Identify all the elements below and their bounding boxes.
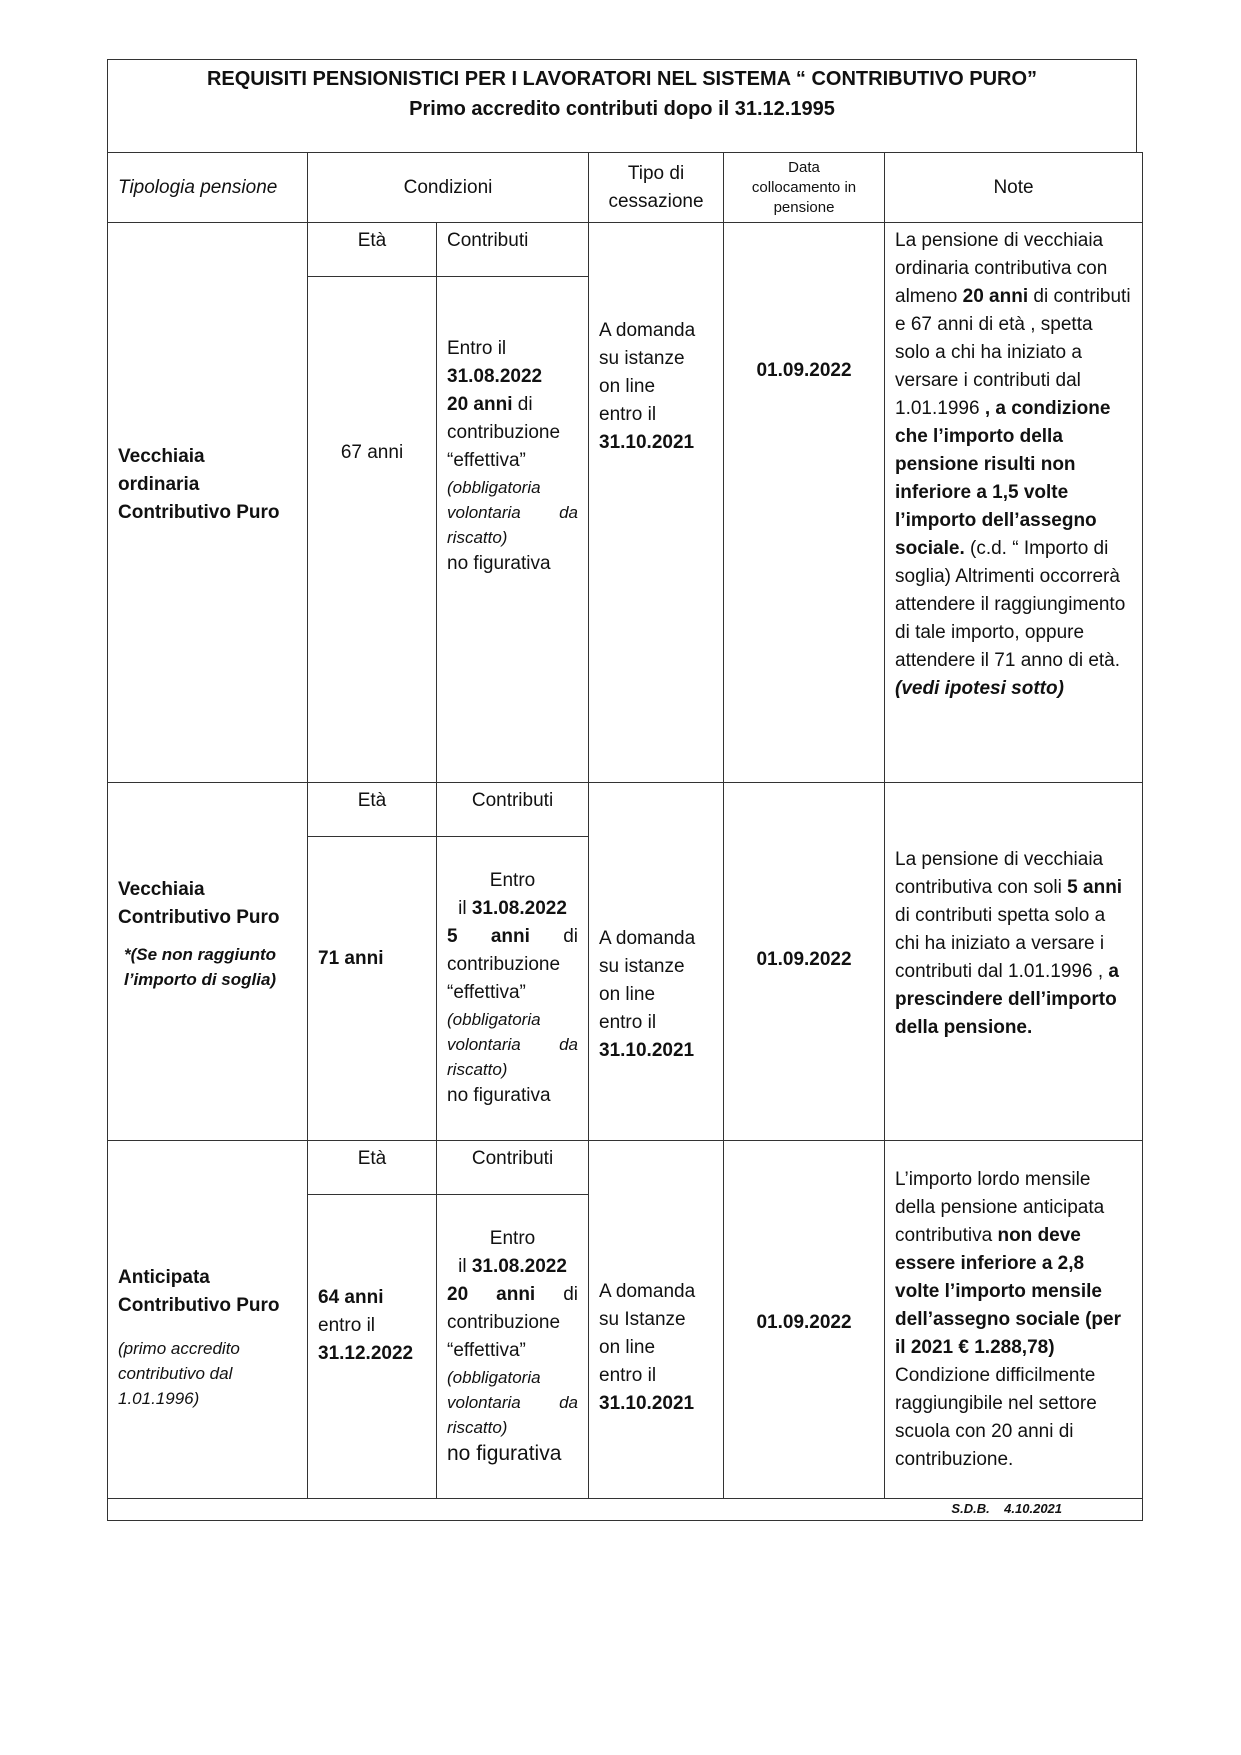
row3-cess-l2: su Istanze (599, 1308, 686, 1330)
row2-cess-date: 31.10.2021 (599, 1039, 695, 1061)
header-tipologia: Tipologia pensione (108, 153, 308, 223)
row3-cessazione (589, 1141, 724, 1499)
header-condizioni: Condizioni (308, 153, 589, 223)
row3-cess-l1: A domanda (599, 1280, 696, 1302)
row3-contr-entro: Entro (489, 1228, 536, 1249)
row1-note-bi: (vedi ipotesi sotto) (895, 678, 1064, 699)
row1-contr-entro: Entro il (447, 338, 507, 359)
row2-contr-riscatto: riscatto) (447, 1060, 508, 1079)
header-tipo-cessazione-2: cessazione (608, 190, 704, 212)
row3-contr-riscatto: riscatto) (447, 1418, 508, 1437)
row1-note-p1: La pensione di vecchiaia ordinaria contributiva con almeno (895, 230, 1108, 307)
row2-cess-l1: A domanda (599, 927, 696, 949)
header-data-2: collocamento in (751, 178, 857, 196)
row3-eta-l3: 31.12.2022 (318, 1342, 414, 1364)
footer-cell (108, 1499, 1143, 1521)
row2-contr-effettiva: “effettiva” (447, 982, 526, 1003)
row2-tipologia-l1: Vecchiaia (118, 878, 205, 900)
row3-note (885, 1141, 1143, 1499)
row3-contr-nofig: no figurativa (447, 1442, 562, 1465)
row3-eta (308, 1195, 437, 1499)
row3-data-pensione: 01.09.2022 (724, 1141, 885, 1499)
row1-contr-riscatto: riscatto) (447, 528, 508, 547)
row1-tipologia-l2: ordinaria (118, 473, 200, 495)
row3-contr-effettiva: “effettiva” (447, 1340, 526, 1361)
table-row (108, 1141, 1143, 1195)
row2-contr-anni-a: 5 (447, 926, 458, 947)
row2-subheader-eta: Età (308, 783, 437, 837)
row3-contr-contribuzione: contribuzione (447, 1312, 561, 1333)
row3-cess-l3: on line (599, 1336, 656, 1358)
row3-contr-il: il (458, 1256, 472, 1277)
row1-note-p2: di contributi e 67 anni di età , spetta solo a chi ha iniziato a versare i contributi dal 1.01.1996 (895, 286, 1131, 419)
row2-contr-contribuzione: contribuzione (447, 954, 561, 975)
row1-cess-l1: A domanda (599, 320, 696, 341)
row1-cess-l4: entro il (599, 404, 657, 425)
row3-subheader-contributi: Contributi (437, 1141, 589, 1195)
header-row (108, 153, 1143, 223)
row1-tipologia (108, 223, 308, 783)
row1-contr-volont-a: volontaria (447, 503, 521, 522)
row1-contr-anni-rest: di (512, 394, 533, 415)
row1-contributi (437, 277, 589, 783)
row2-note (885, 783, 1143, 1141)
row3-contr-data: 31.08.2022 (471, 1256, 567, 1277)
row3-contr-anni-c: di (563, 1284, 578, 1305)
footer-sign: S.D.B. (951, 1501, 990, 1516)
row2-note-b1: 5 anni (1067, 876, 1123, 898)
row3-contr-obblig: (obbligatoria (447, 1368, 541, 1387)
row3-eta-l2: entro il (318, 1314, 376, 1336)
footer-date: 4.10.2021 (1004, 1501, 1063, 1516)
row3-subheader-eta: Età (308, 1141, 437, 1195)
row2-subheader-contributi: Contributi (437, 783, 589, 837)
row2-note-b2: a prescindere dell’importo della pensione. (895, 960, 1119, 1038)
row3-contr-anni-a: 20 (447, 1284, 469, 1305)
row2-note-p2: di contributi spetta solo a chi ha iniziato a versare i contributi dal 1.01.1996 , (895, 904, 1109, 982)
row1-contr-obblig: (obbligatoria (447, 478, 541, 497)
row2-contr-anni-b: anni (490, 926, 530, 947)
header-data-collocamento (724, 153, 885, 223)
row2-contr-il: il (458, 898, 472, 919)
row1-cess-l2: su istanze (599, 348, 685, 369)
row1-tipologia-l1: Vecchiaia (118, 445, 205, 467)
row2-cess-l4: entro il (599, 1011, 657, 1033)
header-tipo-cessazione (589, 153, 724, 223)
row3-contr-volont-b: da (559, 1393, 579, 1412)
row1-subheader-contributi: Contributi (437, 223, 589, 277)
row3-cess-l4: entro il (599, 1364, 657, 1386)
title-line-1: REQUISITI PENSIONISTICI PER I LAVORATORI NEL SISTEMA “ CONTRIBUTIVO PURO” (206, 68, 1038, 90)
row2-data-pensione: 01.09.2022 (724, 783, 885, 1141)
row1-note-p3: (c.d. “ Importo di soglia) Altrimenti occorrerà attendere il raggiungimento di tale importo, oppure attendere il 71 anno di età. (895, 538, 1126, 671)
row3-note-b1: non deve essere inferiore a 2,8 volte l’importo mensile dell’assegno sociale (per il 2021 € 1.288,78) (895, 1224, 1121, 1358)
row3-tipologia-note: (primo accredito contributivo dal 1.01.1996) (118, 1339, 240, 1408)
row2-cessazione (589, 783, 724, 1141)
row1-contr-volont-b: da (559, 503, 579, 522)
row3-tipologia-l2: Contributivo Puro (118, 1295, 280, 1316)
row1-eta: 67 anni (308, 277, 437, 783)
row2-contr-nofig: no figurativa (447, 1085, 551, 1106)
row3-tipologia-l1: Anticipata (118, 1267, 210, 1288)
row2-cess-l3: on line (599, 983, 656, 1005)
row2-contr-data: 31.08.2022 (471, 898, 567, 919)
header-data-1: Data (788, 158, 820, 176)
title-line-2: Primo accredito contributi dopo il 31.12.1995 (409, 98, 835, 120)
row1-contr-nofig: no figurativa (447, 553, 551, 574)
row2-contr-entro: Entro (489, 870, 536, 891)
row1-data-pensione: 01.09.2022 (724, 223, 885, 783)
row2-contr-volont-b: da (559, 1035, 579, 1054)
row2-tipologia (108, 783, 308, 1141)
row1-contr-data: 31.08.2022 (447, 366, 543, 387)
row2-contr-volont-a: volontaria (447, 1035, 521, 1054)
row1-cess-date: 31.10.2021 (599, 432, 695, 453)
row1-tipologia-l3: Contributivo Puro (118, 501, 280, 523)
row3-cess-date: 31.10.2021 (599, 1392, 695, 1414)
requirements-table (107, 152, 1143, 1521)
header-note: Note (885, 153, 1143, 223)
row1-contr-contribuzione: contribuzione (447, 422, 561, 443)
row1-note-b1: 20 anni (962, 286, 1029, 307)
header-data-3: pensione (773, 198, 835, 216)
row3-contributi (437, 1195, 589, 1499)
row3-eta-l1: 64 anni (318, 1286, 384, 1308)
row1-contr-effettiva: “effettiva” (447, 450, 526, 471)
table-row (108, 783, 1143, 837)
row3-tipologia (108, 1141, 308, 1499)
row1-cess-l3: on line (599, 376, 656, 397)
row2-contr-obblig: (obbligatoria (447, 1010, 541, 1029)
row1-note (885, 223, 1143, 783)
row3-contr-volont-a: volontaria (447, 1393, 521, 1412)
table-row (108, 223, 1143, 277)
row3-contr-anni-b: anni (496, 1284, 536, 1305)
row1-note-b2: , a condizione che l’importo della pensione risulti non inferiore a 1,5 volte l’importo dell’assegno sociale. (895, 398, 1111, 559)
row1-subheader-eta: Età (308, 223, 437, 277)
row2-tipologia-note: *(Se non raggiunto l’importo di soglia) (124, 944, 277, 989)
row3-note-p2: Condizione difficilmente raggiungibile nel settore scuola con 20 anni di contribuzione. (895, 1364, 1097, 1470)
row2-contributi (437, 837, 589, 1141)
footer-row (108, 1499, 1143, 1521)
row2-tipologia-l2: Contributivo Puro (118, 906, 280, 928)
row2-eta: 71 anni (308, 837, 437, 1141)
row1-cessazione (589, 223, 724, 783)
title-box (107, 59, 1137, 152)
row1-contr-anni: 20 anni (447, 394, 513, 415)
row2-note-p1: La pensione di vecchiaia contributiva con soli (895, 848, 1104, 898)
row3-note-p1: L’importo lordo mensile della pensione anticipata contributiva (895, 1168, 1105, 1246)
row2-contr-anni-c: di (563, 926, 578, 947)
header-tipo-cessazione-1: Tipo di (627, 162, 685, 184)
row2-cess-l2: su istanze (599, 955, 685, 977)
